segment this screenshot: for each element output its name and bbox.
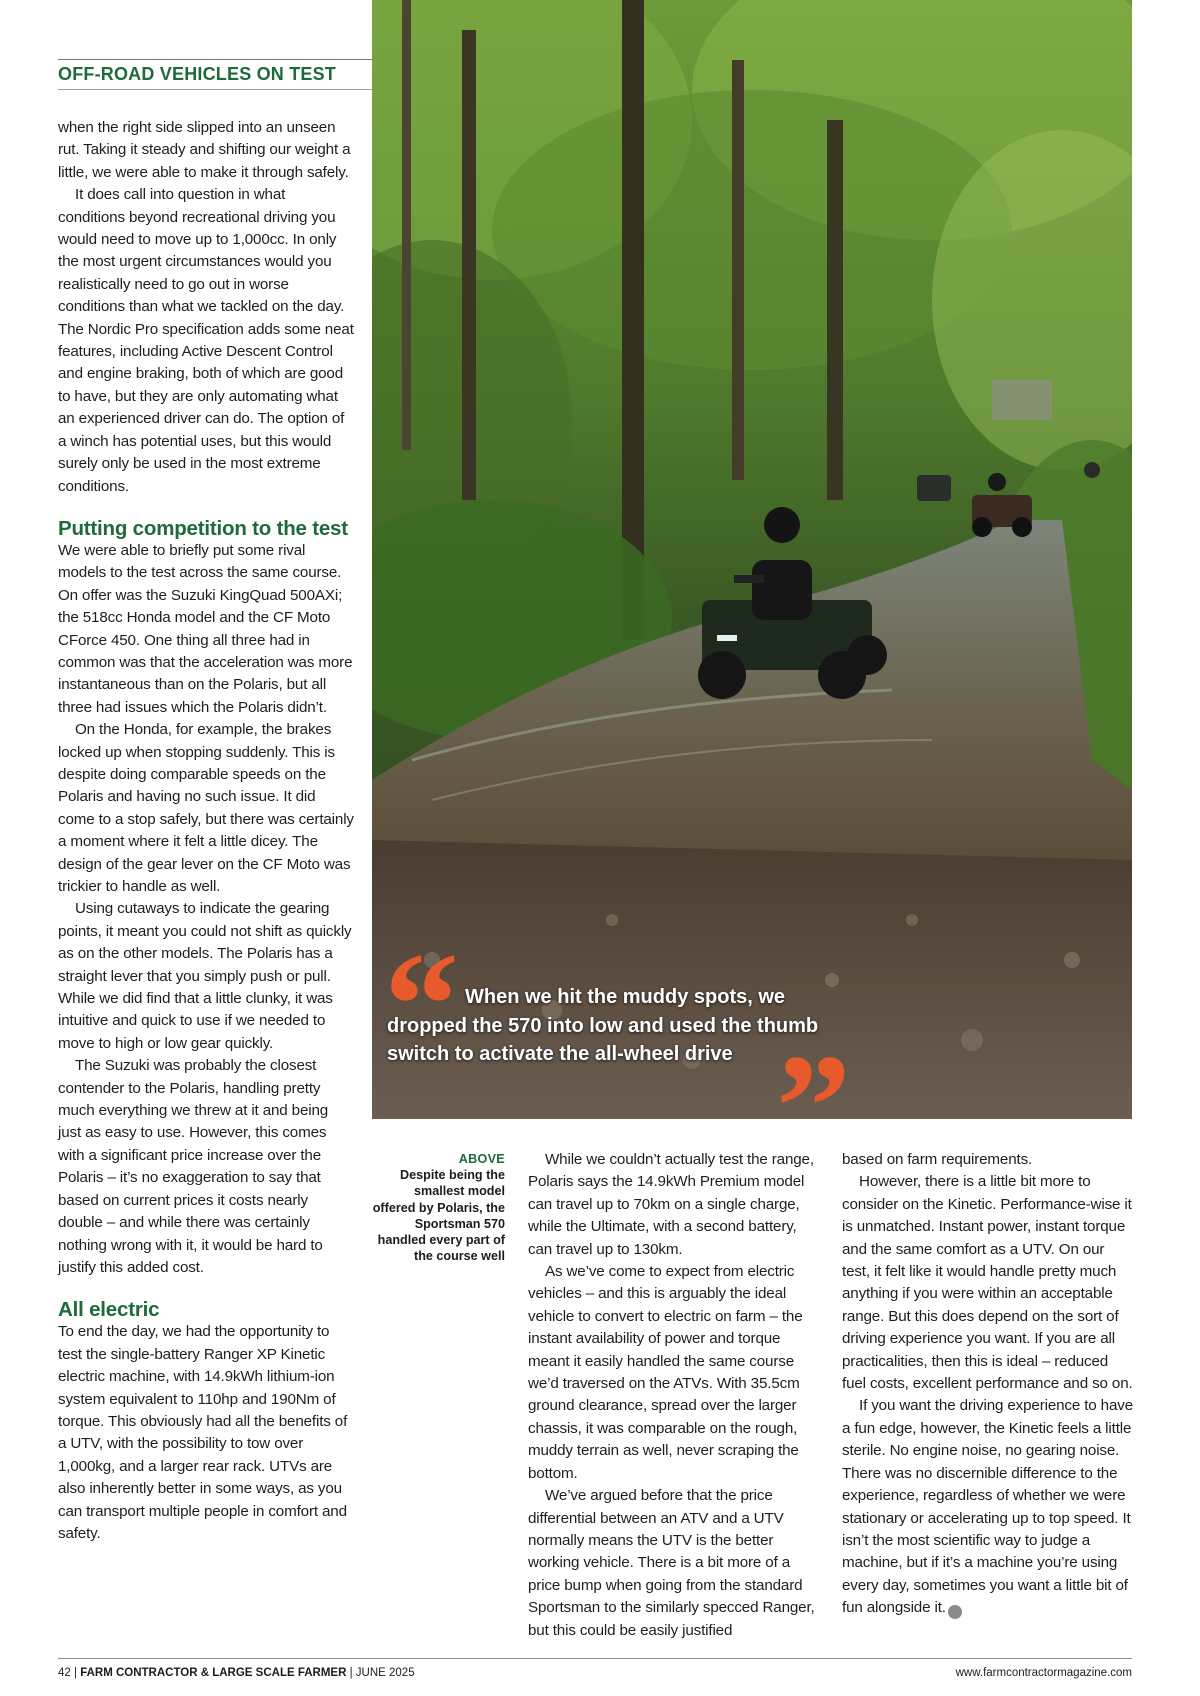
footer-rule [58, 1658, 1132, 1659]
feature-photo-atv-in-woods [372, 0, 1132, 1119]
paragraph: To end the day, we had the opportunity to test the single-battery Ranger XP Kinetic electric machine, with 14.9kWh lithium-ion system equivalent to 110hp and 190Nm of torque. This obviously had all the benefits of a UTV, with the possibility to tow over 1,000kg, and a larger rear rack. UTVs are also inherently better in some ways, as you can transport multiple people in comfort and safety. [58, 1323, 348, 1542]
article-column-1 [58, 117, 354, 1545]
header-rule-bottom [58, 89, 372, 90]
photo-illustration [372, 0, 1132, 1119]
footer-folio [58, 1667, 415, 1679]
paragraph: Using cutaways to indicate the gearing points, it meant you could not shift as quickly as on the other models. The Polaris has a straight lever that you simply push or pull. While we did find that a little clunky, it was intuitive and quick to use if we needed to move to high or low gear quickly. [58, 900, 352, 1052]
paragraph: when the right side slipped into an unseen rut. Taking it steady and shifting our weight a little, we were able to make it through safely. [58, 119, 351, 181]
paragraph: While we couldn’t actually test the range, Polaris says the 14.9kWh Premium model can travel up to 70km on a single charge, while the Ultimate, with a second battery, can travel up to 130km. [528, 1151, 814, 1258]
paragraph: We were able to briefly put some rival models to the test across the same course. On offer was the Suzuki KingQuad 500AXi; the 518cc Honda model and the CF Moto CForce 450. One thing all three had in common was that the acceleration was more instantaneous than on the Polaris, but all three had issues which the Polaris didn’t. [58, 541, 353, 716]
publication-name: FARM CONTRACTOR & LARGE SCALE FARMER [80, 1667, 347, 1679]
section-label: OFF-ROAD VEHICLES ON TEST [58, 64, 337, 84]
footer-separator: | [346, 1667, 356, 1679]
footer-separator: | [70, 1667, 81, 1679]
caption-text: Despite being the smallest model offered by Polaris, the Sportsman 570 handled every part of the course well [372, 1168, 505, 1264]
page-number: 42 [58, 1667, 71, 1679]
footer-website: www.farmcontractormagazine.com [955, 1667, 1132, 1679]
issue-date: JUNE 2025 [355, 1667, 415, 1679]
paragraph: However, there is a little bit more to consider on the Kinetic. Performance-wise it is unmatched. Instant power, instant torque and the same comfort as a UTV. On our test, it felt like it would handle pretty much anything if you were within an acceptable range. But this does depend on the sort of driving experience you want. If you are all practicalities, then this is ideal – reduced fuel costs, excellent performance and so on. [842, 1173, 1133, 1393]
quote-close-mark: ” [776, 1024, 851, 1190]
quote-open-mark: “ [384, 922, 459, 1088]
paragraph: We’ve argued before that the price differential between an ATV and a UTV normally means the UTV is the better working vehicle. There is a bit more of a price bump when going from the standard Sportsman to the similarly specced Ranger, but this could be easily justified [528, 1487, 815, 1639]
caption-label: ABOVE [458, 1152, 505, 1166]
paragraph: based on farm requirements. [842, 1151, 1033, 1168]
article-column-3 [842, 1149, 1134, 1620]
subheading-putting-competition: Putting competition to the test [58, 516, 348, 540]
paragraph: It does call into question in what conditions beyond recreational driving you would need to move up to 1,000cc. In only the most urgent circumstances would you realistically need to go out in worse conditions than what we tackled on the day. The Nordic Pro specification adds some neat features, including Active Descent Control and engine braking, both of which are good to have, but they are only automating what an experienced driver can do. The option of a winch has potential uses, but this would surely only be used in the most extreme conditions. [58, 186, 354, 495]
paragraph-text: If you want the driving experience to have a fun edge, however, the Kinetic feels a little sterile. No engine noise, no gearing noise. There was no discernible difference to the experience, regardless of whether we were stationary or accelerating up to top speed. It isn’t the most scientific way to judge a machine, but if it’s a machine you’re using every day, sometimes you want a little bit of fun alongside it. [842, 1397, 1133, 1617]
header-rule-top [58, 59, 372, 60]
photo-caption [372, 1151, 505, 1264]
end-of-article-icon: ● [948, 1605, 962, 1619]
paragraph-with-end-mark [842, 1395, 1134, 1619]
subheading-all-electric: All electric [58, 1298, 160, 1322]
pull-quote-text: When we hit the muddy spots, we dropped the 570 into low and used the thumb switch to activate the all-wheel drive [387, 986, 819, 1065]
paragraph: On the Honda, for example, the brakes locked up when stopping suddenly. This is despite doing comparable speeds on the Polaris and having no such issue. It did come to a stop safely, but there was certainly a moment where it felt a little dicey. The design of the gear lever on the CF Moto was trickier to handle as well. [58, 721, 354, 895]
paragraph: The Suzuki was probably the closest contender to the Polaris, handling pretty much everything we threw at it and being just as easy to use. However, this comes with a significant price increase over the Polaris – it’s no exaggeration to say that based on current prices it costs nearly double – and while there was certainly nothing wrong with it, it would be hard to justify this added cost. [58, 1057, 329, 1276]
article-column-2 [528, 1149, 818, 1642]
paragraph: As we’ve come to expect from electric vehicles – and this is arguably the ideal vehicle to convert to electric on farm – the instant availability of power and torque meant it easily handled the same course we’d traversed on the ATVs. With 35.5cm ground clearance, spread over the larger chassis, it was comparable on the rough, muddy terrain as well, never scraping the bottom. [528, 1263, 803, 1482]
